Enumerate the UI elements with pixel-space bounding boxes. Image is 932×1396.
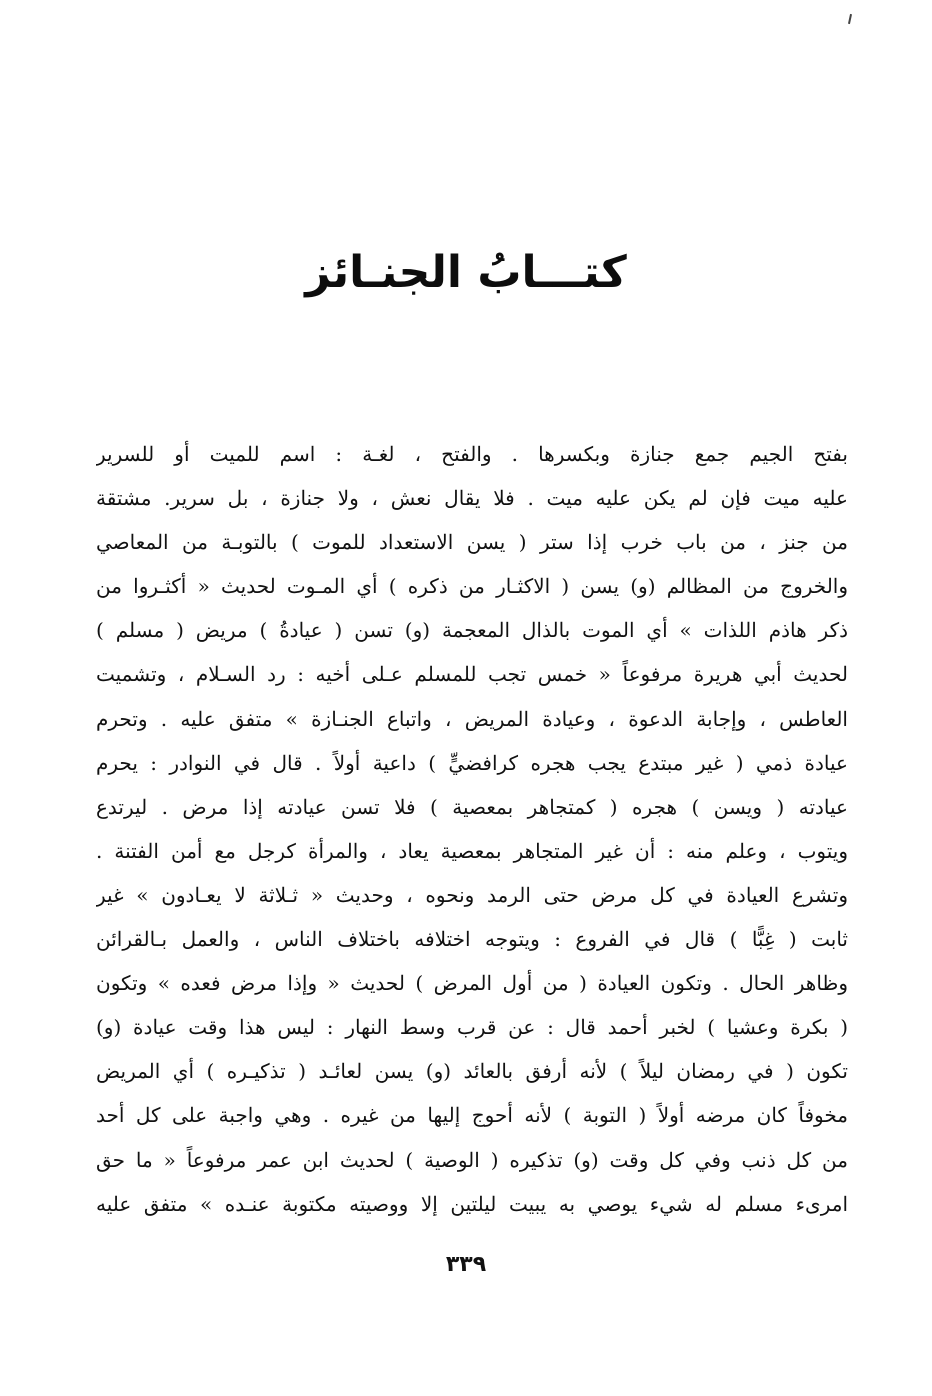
text-line: مخوفاً كان مرضه أولاً ( التوبة ) لأنه أحوج إليها من غيره . وهي واجبة على كل أحد (96, 1103, 848, 1128)
text-line: لحديث أبي هريرة مرفوعاً « خمس تجب للمسلم عـلى أخيه : رد السـلام ، وتشميت (96, 662, 848, 687)
text-line: امرىء مسلم له شيء يوصي به يبيت ليلتين إلا ووصيته مكتوبة عنـده » متفق عليه (96, 1191, 848, 1216)
text-line: ( بكرة وعشيا ) لخبر أحمد قال : عن قرب وسط النهار : ليس هذا وقت عيادة (و) (96, 1015, 848, 1040)
text-line: وظاهر الحال . وتكون العيادة ( من أول المرض ) لحديث « وإذا مرض فعده » وتكون (96, 971, 848, 996)
text-line: العاطس ، وإجابة الدعوة ، وعيادة المريض ، واتباع الجنـازة » متفق عليه . وتحرم (96, 706, 848, 731)
text-line: ويتوب ، وعلم منه : أن غير المتجاهر بمعصية يعاد ، والمرأة كرجل مع أمن الفتنة . (96, 838, 848, 863)
text-line: ثابت ( غِبًّا ) قال في الفروع : ويتوجه اختلافه باختلاف الناس ، والعمل بـالقرائن (96, 927, 848, 952)
text-line: من كل ذنب وفي كل وقت (و) تذكيره ( الوصية ) لحديث ابن عمر مرفوعاً « ما حق (96, 1147, 848, 1172)
text-line: عيادة ذمي ( غير مبتدع يجب هجره كرافضيٍّ ) داعية أولاً . قال في النوادر : يحرم (96, 750, 848, 775)
body-text (96, 432, 848, 1226)
page-number: ٣٣٩ (445, 1252, 487, 1277)
chapter-title: كتـــابُ الجنـائز (305, 247, 627, 298)
text-line: وتشرع العيادة في كل مرض حتى الرمد ونحوه ، وحديث « ثـلاثة لا يعـادون » غير (96, 882, 848, 907)
text-line: بفتح الجيم جمع جنازة وبكسرها . والفتح ، لغـة : اسم للميت أو للسرير (96, 442, 848, 466)
text-line: عليه ميت فإن لم يكن عليه ميت . فلا يقال نعش ، ولا جنازة ، بل سرير. مشتقة (96, 486, 848, 511)
text-line: عيادته ( ويسن ) هجره ( كمتجاهر بمعصية ) فلا تسن عيادته إذا مرض . ليرتدع (96, 794, 848, 819)
text-line: من جنز ، من باب خرب إذا ستر ( يسن الاستعداد للموت ) بالتوبـة من المعاصي (96, 530, 848, 555)
text-line: والخروج من المظالم (و) يسن ( الاكثـار من ذكره ) أي المـوت لحديث « أكثـروا من (96, 574, 848, 599)
scan-mark (848, 14, 852, 24)
text-line: ذكر هاذم اللذات » أي الموت بالذال المعجمة (و) تسن ( عيادةُ ) مريض ( مسلم ) (96, 618, 848, 643)
text-line: تكون ( في رمضان ليلاً ) لأنه أرفق بالعائد (و) يسن لعائـد ( تذكيـره ) أي المريض (96, 1059, 848, 1084)
